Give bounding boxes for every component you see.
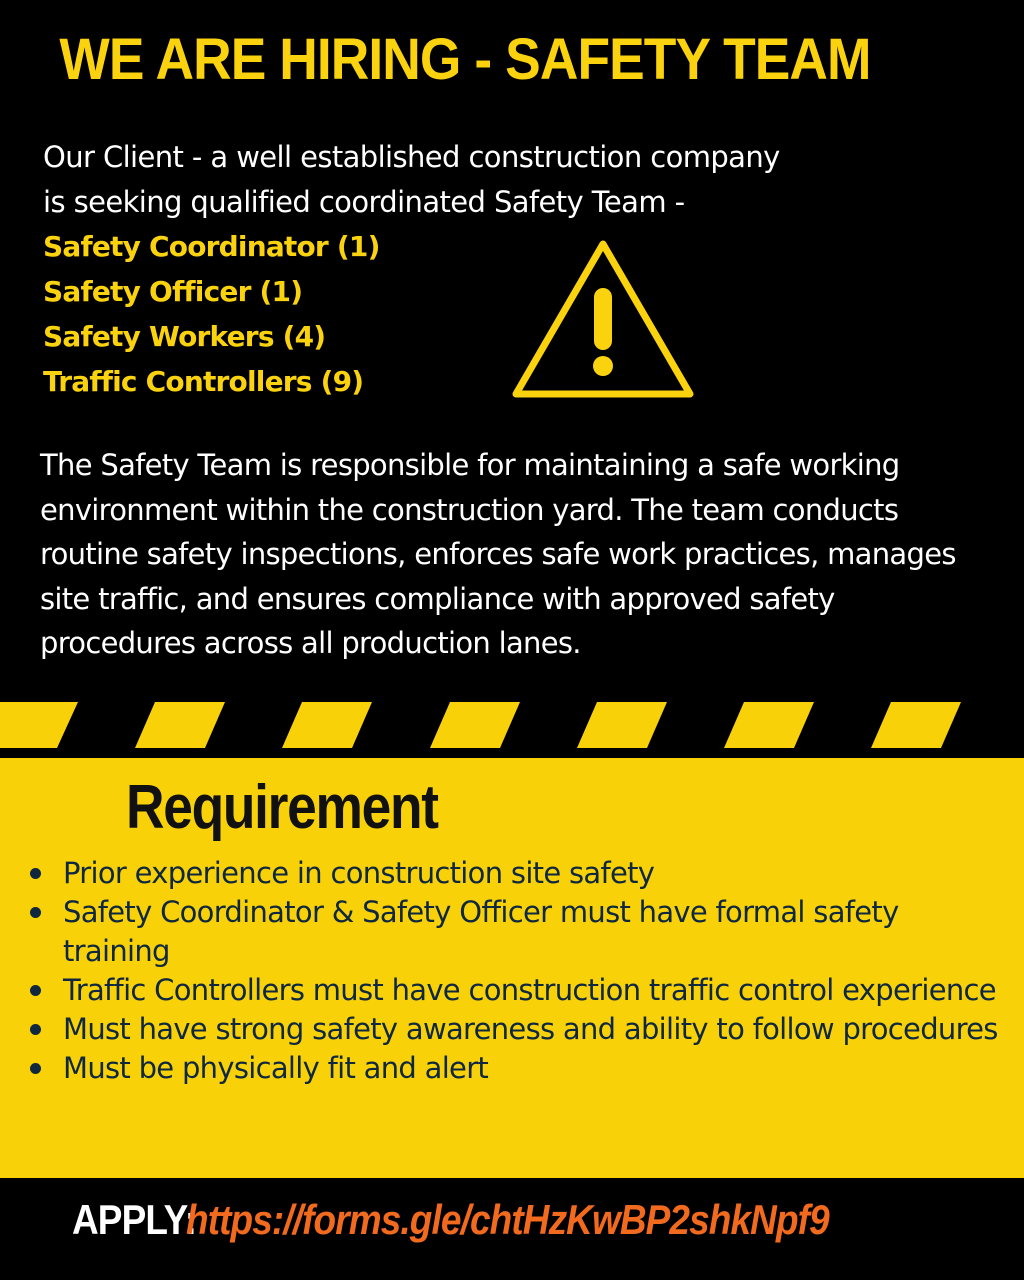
- requirements-list: [30, 854, 1000, 1088]
- position-item: Safety Officer (1): [43, 275, 303, 308]
- list-item: [30, 1049, 1000, 1088]
- position-item: Traffic Controllers (9): [43, 365, 364, 398]
- bullet-icon: [30, 1063, 41, 1074]
- intro-text: [43, 135, 780, 225]
- apply-link[interactable]: https://forms.gle/chtHzKwBP2shkNpf9: [186, 1196, 829, 1243]
- bullet-icon: [30, 868, 41, 879]
- intro-line-2: is seeking qualified coordinated Safety Team -: [43, 185, 685, 219]
- intro-line-1: Our Client - a well established construction company: [43, 140, 780, 174]
- apply-label: APPLY:: [72, 1196, 197, 1243]
- requirements-heading: Requirement: [126, 773, 438, 842]
- hazard-stripes: [0, 700, 1024, 758]
- warning-triangle-icon: [510, 236, 696, 402]
- apply-footer: [0, 1178, 1024, 1280]
- position-item: Safety Coordinator (1): [43, 230, 380, 263]
- bullet-icon: [30, 907, 41, 918]
- list-item: [30, 893, 1000, 971]
- requirement-text: Safety Coordinator & Safety Officer must have formal safety training: [63, 895, 899, 968]
- list-item: [30, 971, 1000, 1010]
- page-title: WE ARE HIRING - SAFETY TEAM: [59, 27, 871, 92]
- requirement-text: Prior experience in construction site safety: [63, 856, 655, 890]
- requirement-text: Traffic Controllers must have construction traffic control experience: [63, 973, 996, 1007]
- requirement-text: Must have strong safety awareness and ability to follow procedures: [63, 1012, 998, 1046]
- bullet-icon: [30, 985, 41, 996]
- team-description: The Safety Team is responsible for maintaining a safe working environment within the construction yard. The team conducts routine safety inspections, enforces safe work practices, manages site traffic, and ensures compliance with approved safety procedures across all production lanes.: [40, 448, 956, 660]
- requirement-text: Must be physically fit and alert: [63, 1051, 489, 1085]
- requirements-panel: [0, 758, 1024, 1178]
- position-item: Safety Workers (4): [43, 320, 326, 353]
- positions-list: [43, 224, 380, 404]
- list-item: [30, 854, 1000, 893]
- list-item: [30, 1010, 1000, 1049]
- bullet-icon: [30, 1024, 41, 1035]
